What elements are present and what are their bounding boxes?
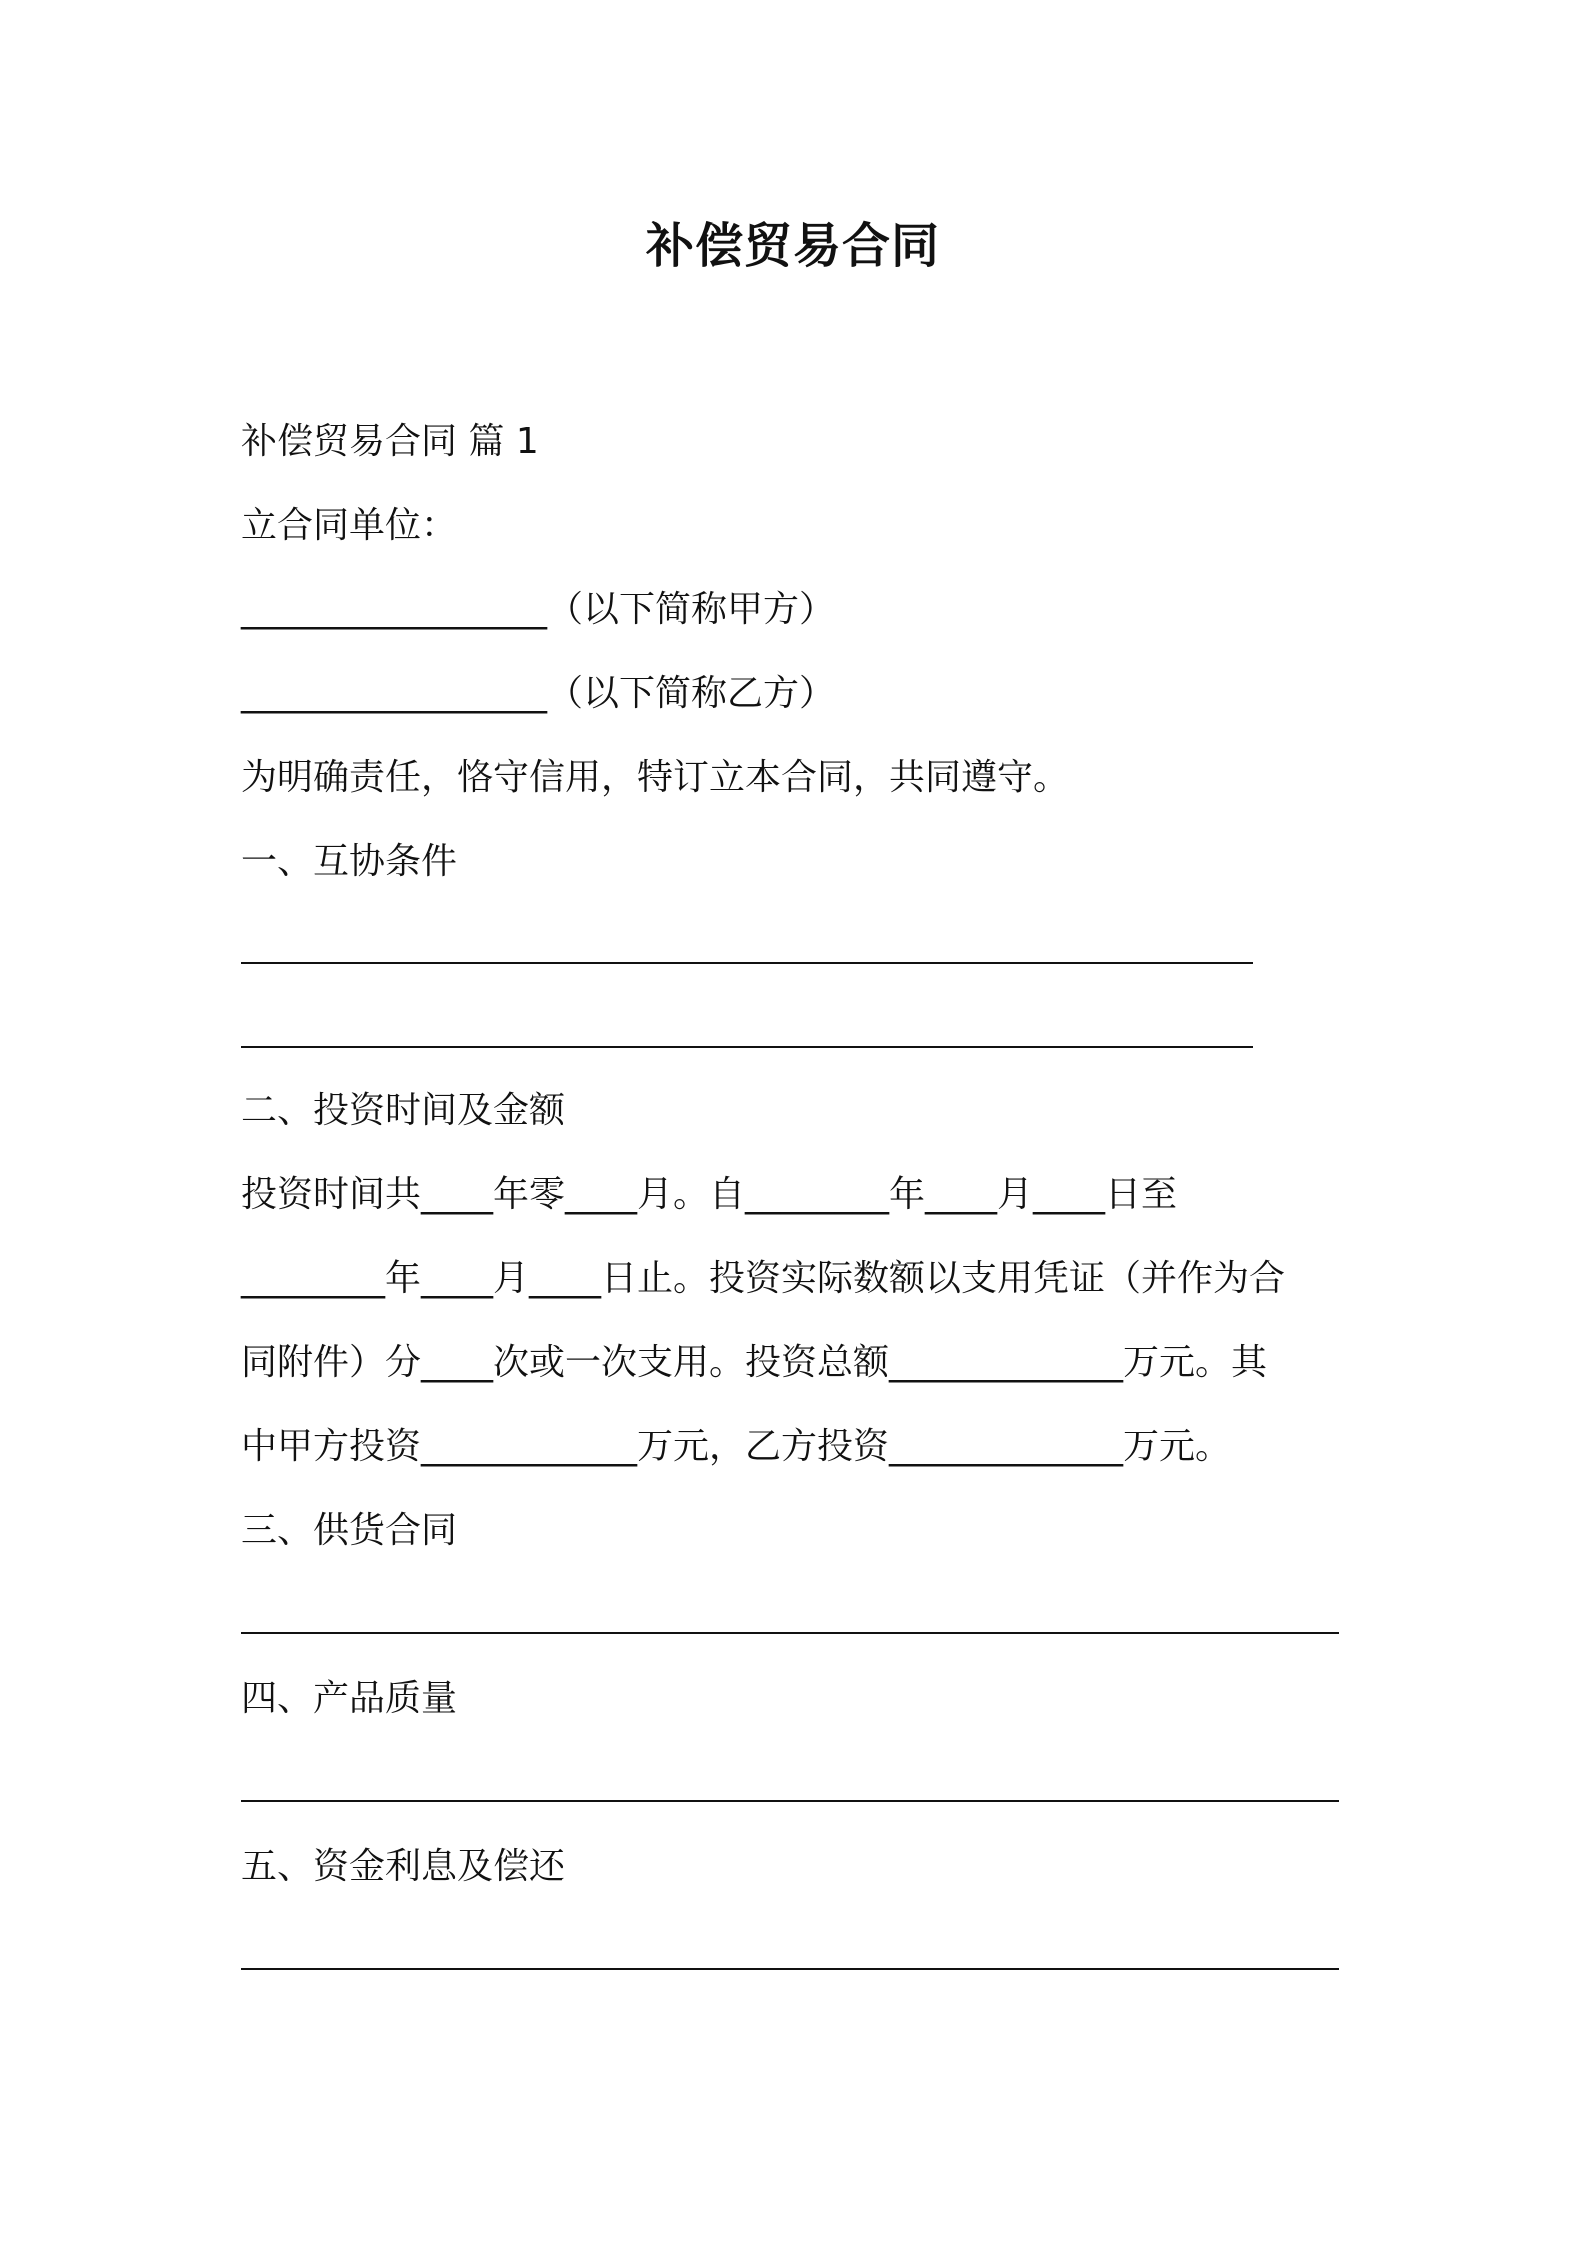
- section-5-blank-line: [241, 1968, 1339, 1970]
- party-b-line: _________________（以下简称乙方）: [241, 673, 836, 714]
- section-1-blank-line-2: [241, 1046, 1253, 1048]
- section-2-text-line-3: 同附件）分____次或一次支用。投资总额_____________万元。其: [241, 1342, 1268, 1383]
- section-4-heading: 四、产品质量: [241, 1678, 458, 1719]
- section-2-text-line-2: ________年____月____日止。投资实际数额以支用凭证（并作为合: [241, 1258, 1286, 1299]
- preamble-text: 为明确责任，恪守信用，特订立本合同，共同遵守。: [241, 757, 1070, 798]
- section-1-heading: 一、互协条件: [241, 841, 458, 882]
- section-2-heading: 二、投资时间及金额: [241, 1090, 566, 1131]
- section-3-heading: 三、供货合同: [241, 1510, 458, 1551]
- party-heading: 立合同单位：: [241, 505, 458, 546]
- section-1-blank-line-1: [241, 962, 1253, 964]
- section-3-blank-line: [241, 1632, 1339, 1634]
- document-subtitle: 补偿贸易合同 篇 1: [241, 421, 539, 462]
- section-5-heading: 五、资金利息及偿还: [241, 1846, 566, 1887]
- section-4-blank-line: [241, 1800, 1339, 1802]
- section-2-text-line-4: 中甲方投资____________万元，乙方投资_____________万元。: [241, 1426, 1232, 1467]
- document-title: 补偿贸易合同: [645, 218, 940, 274]
- party-a-line: _________________（以下简称甲方）: [241, 589, 836, 630]
- section-2-text-line-1: 投资时间共____年零____月。自________年____月____日至: [241, 1174, 1178, 1215]
